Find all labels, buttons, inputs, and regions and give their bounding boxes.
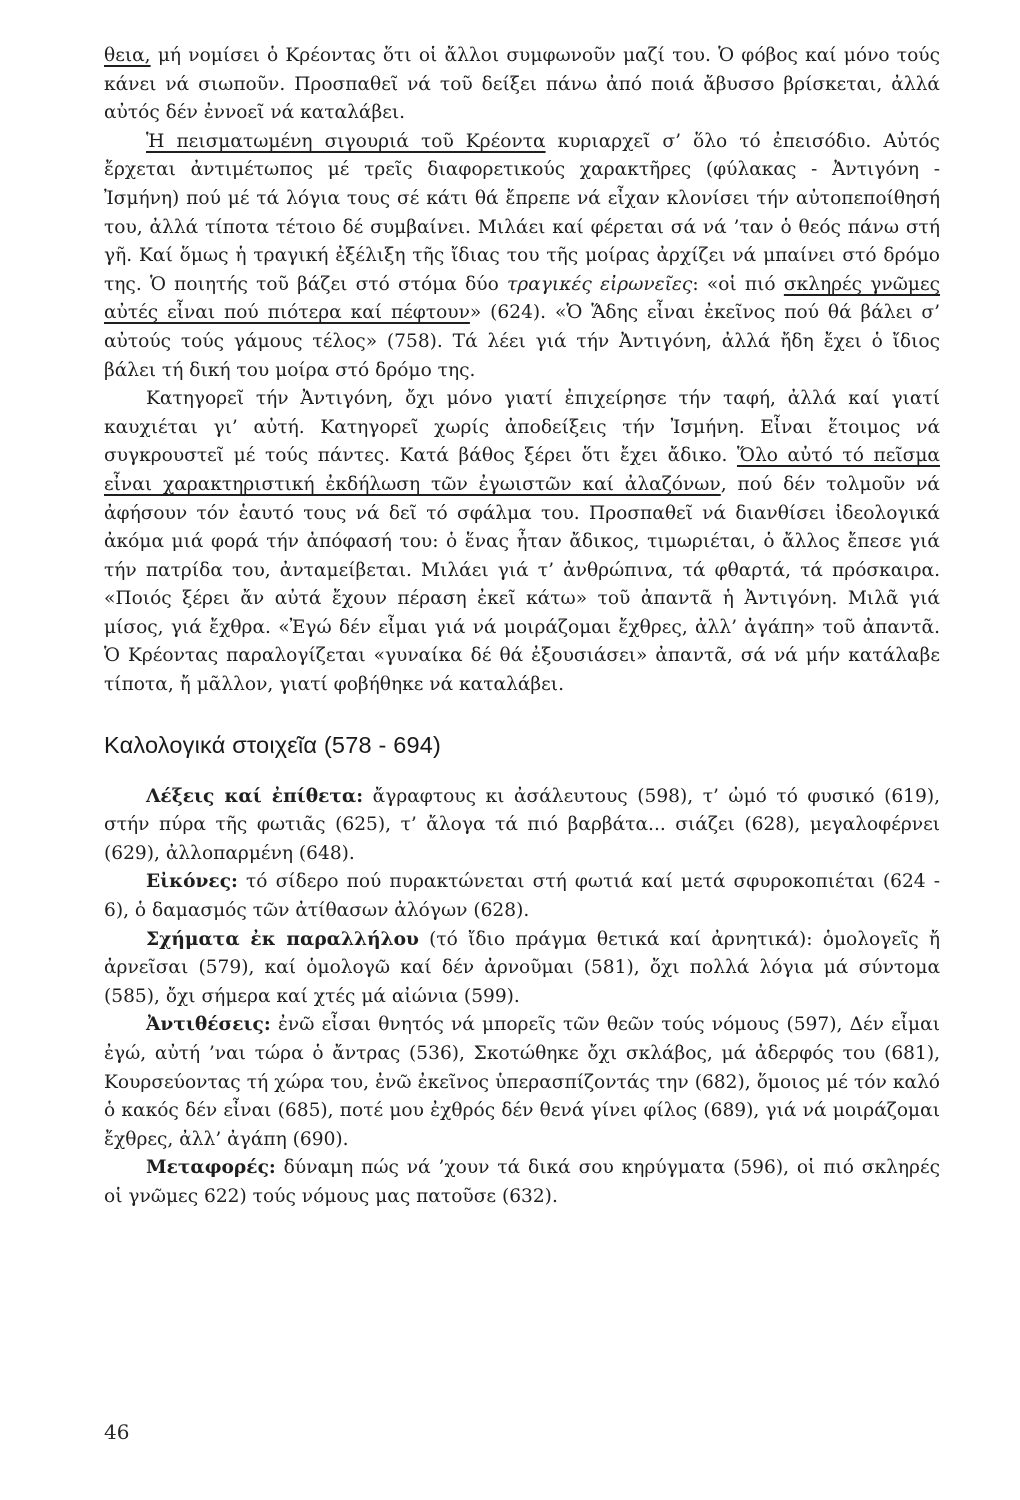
list-item <box>104 783 940 869</box>
list-item <box>104 1154 940 1211</box>
term-label: Εἰκόνες: <box>146 871 238 893</box>
page-content <box>104 42 940 1212</box>
term-label: Ἀντιθέσεις: <box>146 1014 271 1036</box>
term-text: ἐνῶ εἶσαι θνητός νά μπορεῖς τῶν θεῶν τούς νόμους (597), Δέν εἶμαι ἐγώ, αὐτή ’ναι τώρα ὁ ἄντρας (536), Σκοτώθηκε ὄχι σκλάβος, μά ἀδερφός του (681), Κουρσεύοντας τή χώρα του, ἐνῶ ἐκεῖνος ὑπερασπίζοντάς την (682), ὅμοιος μέ τόν καλό ὁ κακός δέν εἶναι (685), ποτέ μου ἐχθρός δέν θενά γίνει φίλος (689), γιά νά μοιράζομαι ἔχθρες, ἀλλ’ ἀγάπη (690). <box>104 1014 940 1150</box>
paragraph-text: Κατηγορεῖ τήν Ἀντιγόνη, ὄχι μόνο γιατί ἐπιχείρησε τήν ταφή, ἀλλά καί γιατί καυχιέται γι’ αὐτή. Κατηγορεῖ χωρίς ἀποδείξεις τήν Ἰσμήνη. Εἶναι ἕτοιμος νά συγκρουστεῖ μέ τούς πάντες. Κατά βάθος ξέρει ὅτι ἔχει ἄδικο. <box>104 388 940 467</box>
paragraph-text: : «οἱ πιό <box>692 273 784 295</box>
term-text: τό σίδερο πού πυρακτώνεται στή φωτιά καί μετά σφυροκοπιέται (624 - 6), ὁ δαμασμός τῶν ἀτίθασων ἀλόγων (628). <box>104 871 940 922</box>
section-heading: Καλολογικά στοιχεῖα (578 - 694) <box>104 731 442 758</box>
paragraph-text: μή νομίσει ὁ Κρέοντας ὅτι οἱ ἄλλοι συμφωνοῦν μαζί του. Ὁ φόβος καί μόνο τούς κάνει νά σιωποῦν. Προσπαθεῖ νά τοῦ δείξει πάνω ἀπό ποιά ἄβυσσο βρίσκεται, ἀλλά αὐτός δέν ἐννοεῖ νά καταλάβει. <box>104 45 940 124</box>
paragraph-2 <box>104 128 940 385</box>
list-item <box>104 1011 940 1154</box>
emphasis-text: τραγικές εἰρωνεῖες <box>507 273 693 295</box>
underlined-phrase: θεια, <box>104 45 151 66</box>
term-label: Μεταφορές: <box>146 1157 276 1179</box>
term-label: Λέξεις καί ἐπίθετα: <box>146 785 364 807</box>
list-item <box>104 868 940 925</box>
list-item <box>104 926 940 1012</box>
term-text: (τό ἴδιο πράγμα θετικά καί ἀρνητικά): ὁμολογεῖς ἤ ἀρνεῖσαι (579), καί ὁμολογῶ καί δέν ἀρνοῦμαι (581), ὄχι πολλά λόγια μά σύντομα (585), ὄχι σήμερα καί χτές μά αἰώνια (599). <box>104 928 941 1007</box>
underlined-phrase: Ἡ πεισματωμένη σιγουριά τοῦ Κρέοντα <box>146 130 546 152</box>
term-text: ἄγραφτους κι ἀσάλευτους (598), τ’ ὠμό τό φυσικό (619), στήν πύρα τῆς φωτιᾶς (625), τ’ ἄλογα τά πιό βαρβάτα... σιάζει (628), μεγαλοφέρνει (629), ἀλλοπαρμένη (648). <box>104 785 940 864</box>
paragraph-text: » (624). «Ὁ Ἅδης εἶναι ἐκεῖνος πού θά βάλει σ’ αὐτούς τούς γάμους τέλος» (758). Τά λέει γιά τήν Ἀντιγόνη, ἀλλά ἤδη ἔχει ὁ ἴδιος βάλει τή δική του μοίρα στό δρόμο της. <box>104 302 940 381</box>
paragraph-1 <box>104 42 940 128</box>
term-text: δύναμη πώς νά ’χουν τά δικά σου κηρύγματα (596), οἱ πιό σκληρές οἱ γνῶμες 622) τούς νόμους μας πατοῦσε (632). <box>104 1157 940 1207</box>
paragraph-text: , πού δέν τολμοῦν νά ἀφήσουν τόν ἑαυτό τους νά δεῖ τό σφάλμα του. Προσπαθεῖ νά διανθίσει ἰδεολογικά ἀκόμα μιά φορά τήν ἀπόφασή του: ὁ ἕνας ἦταν ἄδικος, τιμωριέται, ὁ ἄλλος ἔπεσε γιά τήν πατρίδα του, ἀνταμείβεται. Μιλάει γιά τ’ ἀνθρώπινα, τά φθαρτά, τά πρόσκαιρα. «Ποιός ξέρει ἄν αὐτά ἔχουν πέραση ἐκεῖ κάτω» τοῦ ἀπαντᾶ ἡ Ἀντιγόνη. Μιλᾶ γιά μίσος, γιά ἔχθρα. «Ἐγώ δέν εἶμαι γιά νά μοιράζομαι ἔχθρες, ἀλλ’ ἀγάπη» τοῦ ἀπαντᾶ. Ὁ Κρέοντας παραλογίζεται «γυναίκα δέ θά ἐξουσιάσει» ἀπαντᾶ, σά νά μήν κατάλαβε τίποτα, ἤ μᾶλλον, γιατί φοβήθηκε νά καταλάβει. <box>104 473 940 696</box>
underlined-phrase: Ὅλο αὐτό τό πεῖσμα εἶναι χαρακτηριστική ἐκδήλωση τῶν ἐγωιστῶν καί ἀλαζόνων <box>104 445 940 495</box>
underlined-phrase: σκληρές γνῶμες αὐτές εἶναι πού πιότερα καί πέφτουν <box>104 273 941 324</box>
term-label: Σχήματα ἐκ παραλλήλου <box>146 928 419 950</box>
paragraph-text: κυριαρχεῖ σ’ ὅλο τό ἐπεισόδιο. Αὐτός ἔρχεται ἀντιμέτωπος μέ τρεῖς διαφορετικούς χαρακτῆρες (φύλακας - Ἀντιγόνη - Ἰσμήνη) πού μέ τά λόγια τους σέ κάτι θά ἔπρεπε νά εἶχαν κλονίσει τήν αὐτοπεποίθησή του, ἀλλά τίποτα τέτοιο δέ συμβαίνει. Μιλάει καί φέρεται σά νά ’ταν ὁ θεός πάνω στή γῆ. Καί ὅμως ἡ τραγική ἐξέλιξη τῆς ἴδιας του τῆς μοίρας ἀρχίζει νά μπαίνει στό δρόμο της. Ὁ ποιητής τοῦ βάζει στό στόμα δύο <box>104 130 940 295</box>
page-number: 46 <box>104 1420 130 1444</box>
paragraph-3 <box>104 385 940 700</box>
